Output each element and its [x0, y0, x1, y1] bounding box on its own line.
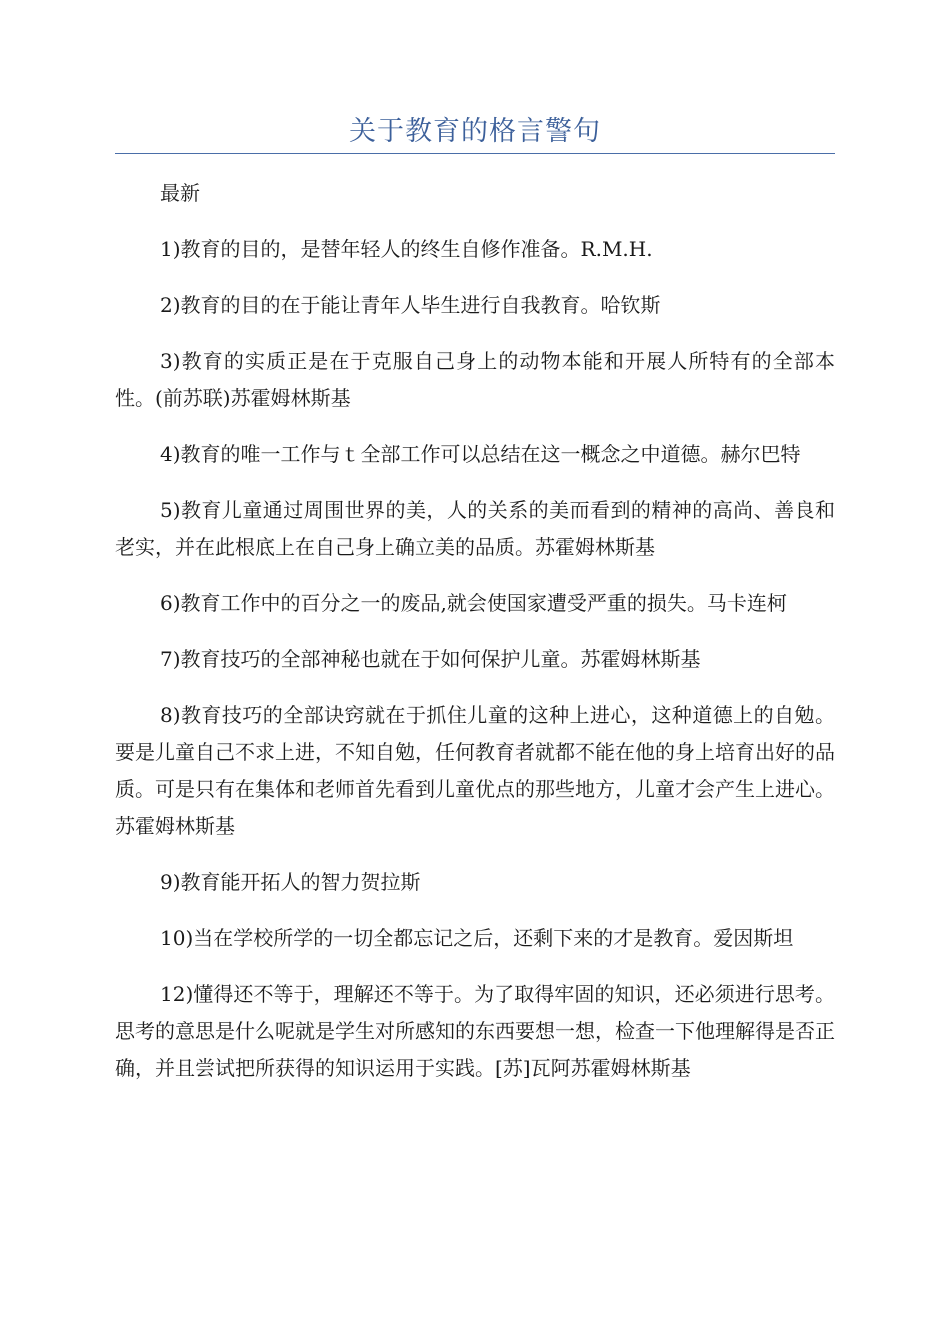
quote-paragraph: 2)教育的目的在于能让青年人毕生进行自我教育。哈钦斯 — [160, 293, 661, 317]
quote-paragraph: 8)教育技巧的全部诀窍就在于抓住儿童的这种上进心，这种道德上的自勉。要是儿童自己不求上进，不知自勉，任何教育者就都不能在他的身上培育出好的品质。可是只有在集体和老师首先看到儿童优点的那些地方，儿童才会产生上进心。苏霍姆林斯基 — [115, 703, 835, 838]
quote-paragraph: 12)懂得还不等于，理解还不等于。为了取得牢固的知识，还必须进行思考。思考的意思是什么呢就是学生对所感知的东西要想一想，检查一下他理解得是否正确，并且尝试把所获得的知识运用于实践。[苏]瓦阿苏霍姆林斯基 — [115, 982, 835, 1080]
quote-paragraph: 1)教育的目的，是替年轻人的终生自修作准备。R.M.H. — [160, 237, 653, 261]
document-title: 关于教育的格言警句 — [349, 116, 601, 147]
quote-paragraph: 4)教育的唯一工作与ｔ全部工作可以总结在这一概念之中道德。赫尔巴特 — [160, 442, 801, 466]
quote-paragraph: 5)教育儿童通过周围世界的美，人的关系的美而看到的精神的高尚、善良和老实，并在此根底上在自己身上确立美的品质。苏霍姆林斯基 — [115, 498, 835, 559]
quote-paragraph: 7)教育技巧的全部神秘也就在于如何保护儿童。苏霍姆林斯基 — [160, 647, 701, 671]
paragraph-subtitle: 最新 — [160, 181, 200, 205]
document-body — [115, 175, 835, 1106]
quote-paragraph: 9)教育能开拓人的智力贺拉斯 — [160, 870, 421, 894]
quote-paragraph: 10)当在学校所学的一切全都忘记之后，还剩下来的才是教育。爱因斯坦 — [160, 926, 794, 950]
quote-paragraph: 3)教育的实质正是在于克服自己身上的动物本能和开展人所特有的全部本性。(前苏联)苏霍姆林斯基 — [115, 349, 835, 410]
quote-paragraph: 6)教育工作中的百分之一的废品,就会使国家遭受严重的损失。马卡连柯 — [160, 591, 787, 615]
title-underline — [115, 153, 835, 154]
